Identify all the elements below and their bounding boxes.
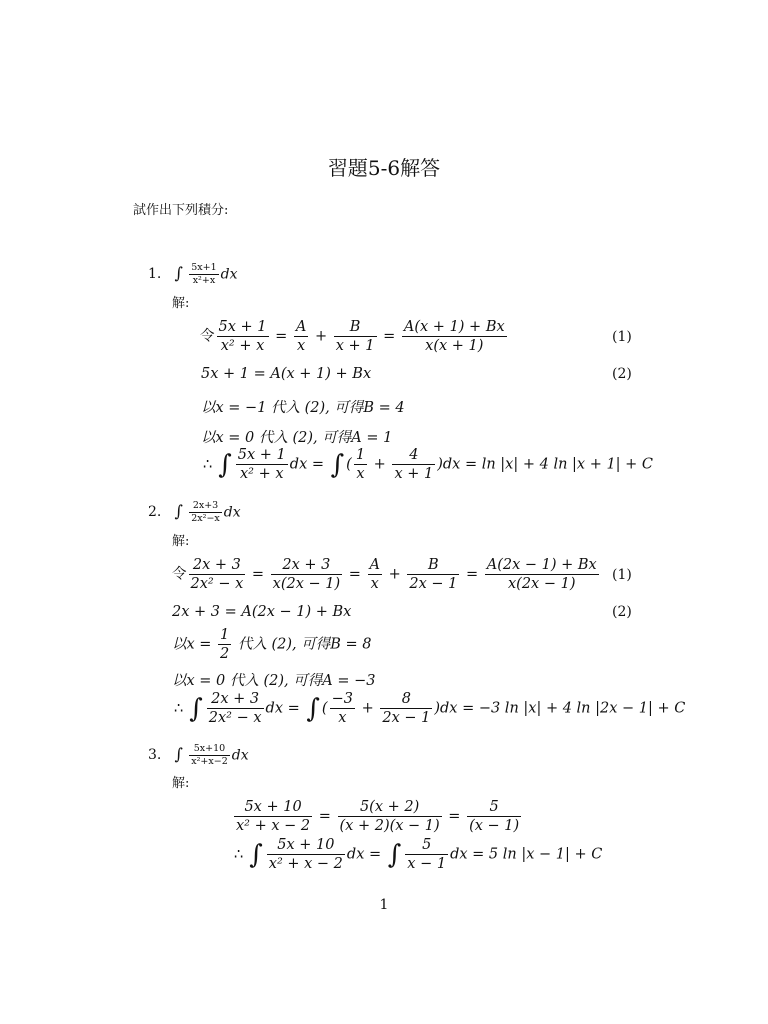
equation-tag: (2)	[612, 604, 632, 620]
problem-number: 2.	[148, 504, 162, 521]
integral-sign-icon: ∫	[174, 501, 183, 521]
equation-tag: (1)	[612, 567, 632, 583]
solution-label: 解:	[172, 534, 190, 549]
solution-label: 解:	[172, 776, 190, 791]
integral-sign-icon: ∫	[174, 263, 183, 283]
problem-2-statement: 2. ∫ $\frac{2x+3}{\text{2x²−x}}$ dx	[148, 500, 241, 524]
p1-substitution-1: 以x = −1 代入 (2), 可得B = 4	[201, 400, 405, 416]
integral-sign-icon: ∫	[306, 693, 320, 724]
problem-3-statement: 3. ∫ $\frac{5x+10}{\text{x²+x−2}}$ dx	[148, 743, 249, 767]
p2-partial-fraction-equation: 令 $\frac{2x + 3}{\text{2x² − x}}$ = $\frac{2x + 3}{x(2x - 1)}$ = $\frac{A}{x}$ + $\frac{B}{2x - 1}$ = $\frac{A(2x - 1) + Bx}{x(2x - 1)}$	[172, 557, 597, 593]
problem-number: 1.	[148, 266, 162, 283]
p2-equation-2: 2x + 3 = A(2x − 1) + Bx	[172, 604, 352, 620]
integrand-fraction: $\frac{5x+1}{\text{x²+x}}$	[191, 262, 217, 286]
p3-simplification: $\frac{5x + 10}{\text{x² + x − 2}}$ = $\frac{5(x + 2)}{(x + 2)(x - 1)}$ = $\frac{5}{(x - 1)}$	[236, 799, 520, 835]
integral-sign-icon: ∫	[189, 693, 203, 724]
p2-final-integral: ∴ ∫ $\frac{2x + 3}{\text{2x² − x}}$ dx = ∫ ( $\frac{-3}{x}$ + $\frac{8}{2x - 1}$ )dx = −3 ln |x| + 4 ln |2x − 1| + C	[174, 691, 686, 727]
integral-sign-icon: ∫	[218, 449, 232, 480]
p1-equation-2: 5x + 1 = A(x + 1) + Bx	[201, 366, 372, 382]
solution-label: 解:	[172, 296, 190, 311]
integral-sign-icon: ∫	[249, 839, 263, 870]
integrand-fraction: $\frac{5x+10}{\text{x²+x−2}}$	[191, 743, 228, 767]
integrand-fraction: $\frac{2x+3}{\text{2x²−x}}$	[191, 500, 220, 524]
p1-partial-fraction-equation: 令 $\frac{5x + 1}{\text{x² + x}}$ = $\frac{A}{x}$ + $\frac{B}{x + 1}$ = $\frac{A(x + 1) + Bx}{x(x + 1)}$	[200, 319, 505, 355]
equation-tag: (2)	[612, 366, 632, 382]
p3-final-integral: ∴ ∫ $\frac{5x + 10}{\text{x² + x − 2}}$ dx = ∫ $\frac{5}{x - 1}$ dx = 5 ln |x − 1| + C	[234, 837, 603, 873]
problem-1-statement: 1. ∫ $\frac{5x+1}{\text{x²+x}}$ dx	[148, 262, 238, 286]
page-number: 1	[379, 897, 389, 913]
integral-sign-icon: ∫	[174, 744, 183, 764]
p2-substitution-1: 以x = $\frac{1}{2}$ 代入 (2), 可得B = 8	[172, 627, 372, 663]
problem-number: 3.	[148, 747, 162, 764]
intro-text: 試作出下列積分:	[133, 203, 229, 218]
p2-substitution-2: 以x = 0 代入 (2), 可得A = −3	[172, 673, 376, 689]
p1-final-integral: ∴ ∫ $\frac{5x + 1}{\text{x² + x}}$ dx = ∫ ( $\frac{1}{x}$ + $\frac{4}{x + 1}$ )dx = ln |x| + 4 ln |x + 1| + C	[203, 447, 654, 483]
equation-tag: (1)	[612, 329, 632, 345]
integral-sign-icon: ∫	[330, 449, 345, 480]
p1-substitution-2: 以x = 0 代入 (2), 可得A = 1	[201, 430, 393, 446]
integral-sign-icon: ∫	[387, 839, 402, 870]
page-title: 習題5-6解答	[327, 156, 441, 180]
